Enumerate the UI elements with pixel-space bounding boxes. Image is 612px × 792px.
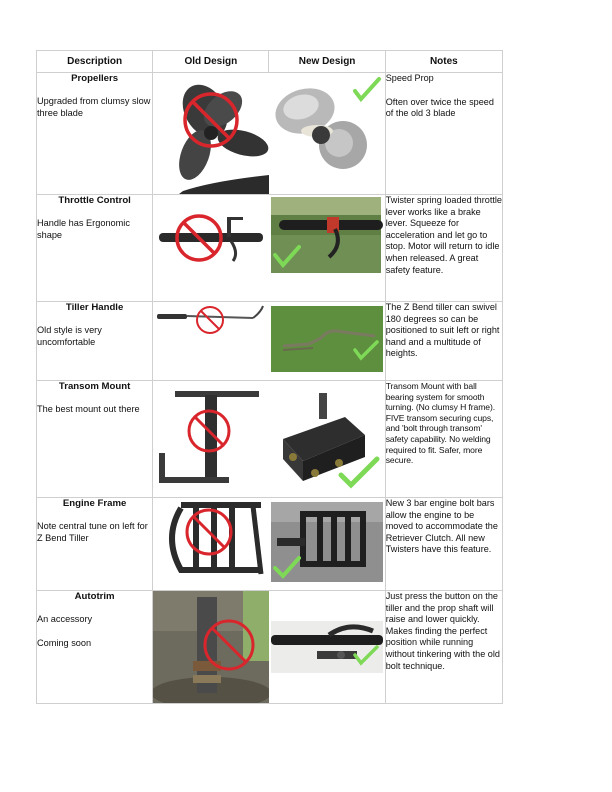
- header-description: Description: [37, 51, 153, 73]
- notes-cell: [385, 498, 502, 591]
- description-cell: [37, 73, 153, 195]
- new-design-image: [269, 498, 385, 591]
- notes-text: Often over twice the speed of the old 3 blade: [385, 96, 494, 119]
- new-design-image: [269, 195, 385, 302]
- old-design-image: [153, 73, 269, 195]
- table-row-autotrim: [37, 591, 503, 704]
- notes-text: Speed Prop: [385, 73, 434, 83]
- header-old-design: Old Design: [153, 51, 269, 73]
- new-design-image: [269, 302, 385, 381]
- table-row-throttle-control: [37, 195, 503, 302]
- description-cell: [37, 591, 153, 704]
- notes-cell: [385, 302, 502, 381]
- notes-text: Just press the button on the tiller and the prop shaft will raise and lower quickly. Makes finding the perfect position while running without tinkering with the old bolt technique.: [385, 591, 500, 671]
- old-design-image: [153, 381, 269, 498]
- row-description: Old style is very uncomfortable: [37, 325, 102, 347]
- row-description: An accessory: [37, 614, 93, 624]
- notes-cell: [385, 381, 502, 498]
- row-title: Propellers: [71, 73, 119, 84]
- table-row-tiller-handle: [37, 302, 503, 381]
- description-cell: [37, 498, 153, 591]
- header-row: [37, 51, 503, 73]
- new-design-image: [269, 381, 385, 498]
- row-title: Throttle Control: [58, 195, 131, 206]
- header-new-design: New Design: [269, 51, 385, 73]
- header-notes: Notes: [385, 51, 502, 73]
- table-row-transom-mount: [37, 381, 503, 498]
- old-design-image: [153, 498, 269, 591]
- row-description: Note central tune on left for Z Bend Tiller: [37, 521, 148, 543]
- table-row-engine-frame: [37, 498, 503, 591]
- comparison-table: [36, 50, 503, 704]
- notes-cell: [385, 591, 502, 704]
- row-description: Upgraded from clumsy slow three blade: [37, 96, 151, 118]
- notes-text: Transom Mount with ball bearing system for smooth turning. (No clumsy H frame).: [385, 381, 496, 413]
- old-design-image: [153, 302, 269, 381]
- notes-cell: [385, 73, 502, 195]
- row-description: Coming soon: [37, 638, 92, 648]
- table-row-propellers: [37, 73, 503, 195]
- notes-text: The Z Bend tiller can swivel 180 degrees so can be positioned to suit left or right hand and a multitude of heights.: [385, 302, 500, 359]
- row-title: Autotrim: [74, 591, 115, 602]
- new-design-image: [269, 73, 385, 195]
- description-cell: [37, 195, 153, 302]
- notes-text: New 3 bar engine bolt bars allow the engine to be moved to accommodate the Retriever Clutch. All new Twisters have this feature.: [385, 498, 498, 555]
- notes-text: Twister spring loaded throttle lever works like a brake lever. Squeeze for acceleration and let go to stop. Motor will return to idle when released. A great safety feature.: [385, 195, 502, 275]
- old-design-image: [153, 195, 269, 302]
- description-cell: [37, 302, 153, 381]
- notes-cell: [385, 195, 502, 302]
- row-title: Transom Mount: [58, 381, 131, 392]
- old-design-image: [153, 591, 269, 704]
- notes-text: FIVE transom securing cups, and 'bolt through transom' safety capability. No welding required to fit. Safer, more secure.: [385, 412, 494, 466]
- row-title: Engine Frame: [62, 498, 127, 509]
- description-cell: [37, 381, 153, 498]
- row-description: The best mount out there: [37, 404, 140, 414]
- row-title: Tiller Handle: [65, 302, 124, 313]
- row-description: Handle has Ergonomic shape: [37, 218, 130, 240]
- new-design-image: [269, 591, 385, 704]
